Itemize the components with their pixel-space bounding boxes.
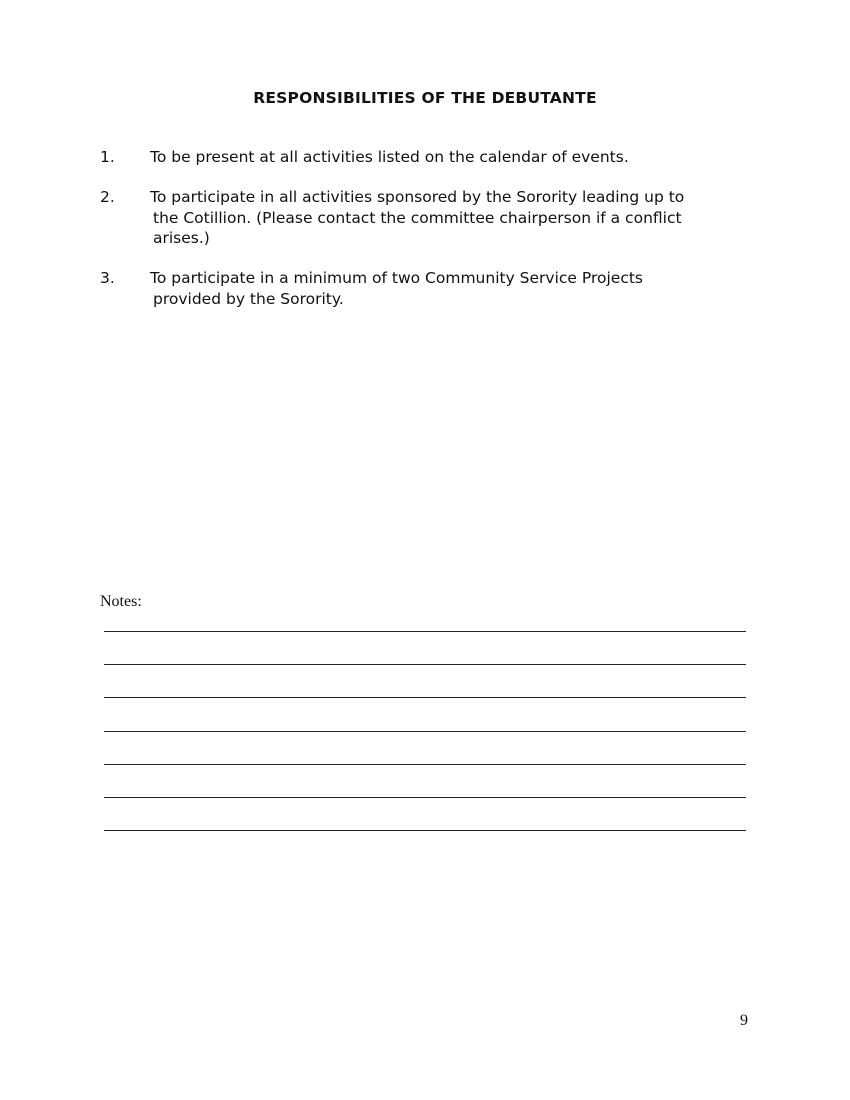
responsibility-item-3 <box>100 268 760 309</box>
notes-writing-line <box>104 664 746 665</box>
item-number: 2. <box>100 188 115 206</box>
page-title: RESPONSIBILITIES OF THE DEBUTANTE <box>253 89 597 107</box>
item-text-line: To be present at all activities listed on the calendar of events. <box>150 148 629 166</box>
notes-writing-line <box>104 731 746 732</box>
responsibility-item-2 <box>100 187 760 249</box>
item-text-line: provided by the Sorority. <box>153 289 344 308</box>
item-text-line: arises.) <box>153 229 210 247</box>
notes-label: Notes: <box>100 593 142 610</box>
notes-writing-line <box>104 830 746 831</box>
item-text-line: To participate in a minimum of two Community Service Projects <box>150 269 643 287</box>
notes-writing-line <box>104 631 746 632</box>
item-text-line: To participate in all activities sponsored by the Sorority leading up to <box>150 188 685 206</box>
item-text-line: the Cotillion. (Please contact the committee chairperson if a conflict <box>153 208 682 227</box>
notes-writing-line <box>104 764 746 765</box>
page-number: 9 <box>740 1012 748 1029</box>
notes-writing-line <box>104 797 746 798</box>
responsibility-item-1 <box>100 147 760 168</box>
item-number: 1. <box>100 148 115 166</box>
item-number: 3. <box>100 269 115 287</box>
notes-writing-line <box>104 697 746 698</box>
